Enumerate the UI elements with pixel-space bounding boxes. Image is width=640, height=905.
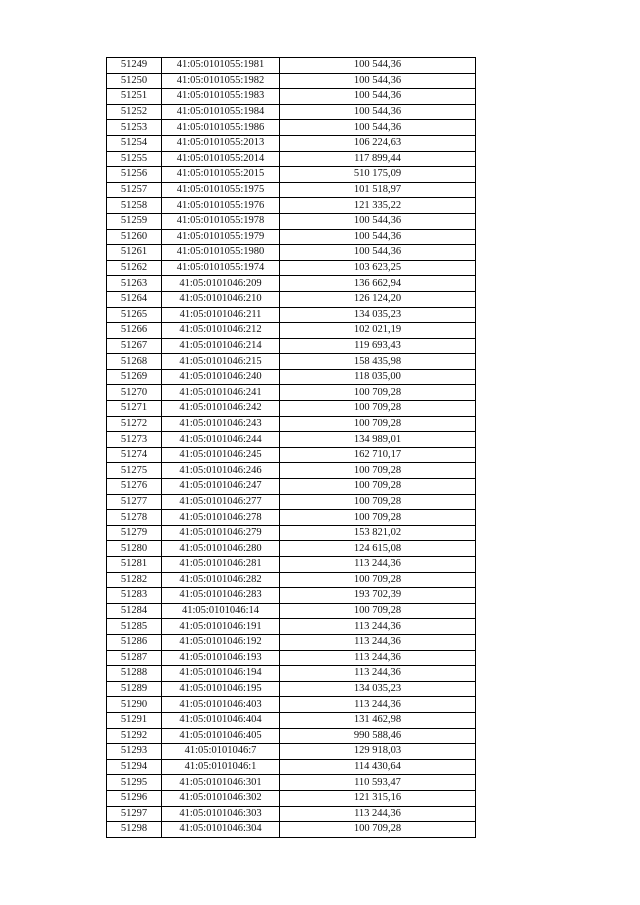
cadastral-value-cell: 100 709,28 — [280, 603, 476, 619]
table-row — [107, 260, 476, 276]
table-row — [107, 588, 476, 604]
cadastral-value-cell: 110 593,47 — [280, 775, 476, 791]
cadastral-number-cell: 41:05:0101046:191 — [162, 619, 280, 635]
row-number-cell: 51266 — [107, 323, 162, 339]
cadastral-value-cell: 100 544,36 — [280, 58, 476, 74]
cadastral-number-cell: 41:05:0101046:14 — [162, 603, 280, 619]
cadastral-value-cell: 113 244,36 — [280, 619, 476, 635]
cadastral-number-cell: 41:05:0101055:1981 — [162, 58, 280, 74]
table-row — [107, 73, 476, 89]
table-row — [107, 198, 476, 214]
table-row — [107, 229, 476, 245]
row-number-cell: 51249 — [107, 58, 162, 74]
cadastral-value-cell: 119 693,43 — [280, 338, 476, 354]
cadastral-number-cell: 41:05:0101046:304 — [162, 822, 280, 838]
row-number-cell: 51255 — [107, 151, 162, 167]
table-row — [107, 104, 476, 120]
table-row — [107, 182, 476, 198]
row-number-cell: 51270 — [107, 385, 162, 401]
cadastral-value-cell: 100 709,28 — [280, 510, 476, 526]
row-number-cell: 51280 — [107, 541, 162, 557]
row-number-cell: 51287 — [107, 650, 162, 666]
table-row — [107, 728, 476, 744]
cadastral-value-cell: 117 899,44 — [280, 151, 476, 167]
cadastral-number-cell: 41:05:0101046:195 — [162, 681, 280, 697]
table-row — [107, 323, 476, 339]
cadastral-number-cell: 41:05:0101046:214 — [162, 338, 280, 354]
cadastral-value-cell: 134 989,01 — [280, 432, 476, 448]
row-number-cell: 51265 — [107, 307, 162, 323]
table-row — [107, 213, 476, 229]
row-number-cell: 51256 — [107, 167, 162, 183]
table-row — [107, 479, 476, 495]
row-number-cell: 51254 — [107, 135, 162, 151]
cadastral-number-cell: 41:05:0101046:244 — [162, 432, 280, 448]
table-row — [107, 447, 476, 463]
cadastral-number-cell: 41:05:0101046:209 — [162, 276, 280, 292]
cadastral-value-cell: 113 244,36 — [280, 666, 476, 682]
row-number-cell: 51252 — [107, 104, 162, 120]
row-number-cell: 51259 — [107, 213, 162, 229]
table-row — [107, 634, 476, 650]
cadastral-number-cell: 41:05:0101055:1984 — [162, 104, 280, 120]
cadastral-value-cell: 113 244,36 — [280, 650, 476, 666]
row-number-cell: 51251 — [107, 89, 162, 105]
cadastral-value-cell: 990 588,46 — [280, 728, 476, 744]
cadastral-number-cell: 41:05:0101046:194 — [162, 666, 280, 682]
row-number-cell: 51267 — [107, 338, 162, 354]
cadastral-number-cell: 41:05:0101046:243 — [162, 416, 280, 432]
row-number-cell: 51262 — [107, 260, 162, 276]
cadastral-value-cell: 102 021,19 — [280, 323, 476, 339]
row-number-cell: 51274 — [107, 447, 162, 463]
cadastral-value-cell: 100 709,28 — [280, 416, 476, 432]
cadastral-value-cell: 129 918,03 — [280, 744, 476, 760]
cadastral-value-cell: 100 709,28 — [280, 385, 476, 401]
row-number-cell: 51289 — [107, 681, 162, 697]
row-number-cell: 51268 — [107, 354, 162, 370]
table-row — [107, 744, 476, 760]
table-row — [107, 775, 476, 791]
cadastral-value-cell: 193 702,39 — [280, 588, 476, 604]
row-number-cell: 51258 — [107, 198, 162, 214]
cadastral-value-cell: 100 544,36 — [280, 73, 476, 89]
table-row — [107, 307, 476, 323]
cadastral-number-cell: 41:05:0101046:247 — [162, 479, 280, 495]
cadastral-value-cell: 103 623,25 — [280, 260, 476, 276]
cadastral-number-cell: 41:05:0101046:277 — [162, 494, 280, 510]
row-number-cell: 51257 — [107, 182, 162, 198]
table-row — [107, 291, 476, 307]
cadastral-number-cell: 41:05:0101046:210 — [162, 291, 280, 307]
cadastral-number-cell: 41:05:0101046:193 — [162, 650, 280, 666]
table-row — [107, 338, 476, 354]
cadastral-number-cell: 41:05:0101046:279 — [162, 525, 280, 541]
cadastral-value-cell: 100 709,28 — [280, 401, 476, 417]
cadastral-number-cell: 41:05:0101046:403 — [162, 697, 280, 713]
row-number-cell: 51290 — [107, 697, 162, 713]
cadastral-value-cell: 162 710,17 — [280, 447, 476, 463]
cadastral-number-cell: 41:05:0101055:1982 — [162, 73, 280, 89]
cadastral-number-cell: 41:05:0101055:1975 — [162, 182, 280, 198]
row-number-cell: 51250 — [107, 73, 162, 89]
cadastral-number-cell: 41:05:0101046:192 — [162, 634, 280, 650]
cadastral-number-cell: 41:05:0101046:301 — [162, 775, 280, 791]
table-row — [107, 619, 476, 635]
row-number-cell: 51284 — [107, 603, 162, 619]
row-number-cell: 51285 — [107, 619, 162, 635]
row-number-cell: 51277 — [107, 494, 162, 510]
row-number-cell: 51271 — [107, 401, 162, 417]
cadastral-number-cell: 41:05:0101046:242 — [162, 401, 280, 417]
cadastral-number-cell: 41:05:0101046:283 — [162, 588, 280, 604]
row-number-cell: 51253 — [107, 120, 162, 136]
cadastral-number-cell: 41:05:0101055:2013 — [162, 135, 280, 151]
cadastral-value-cell: 101 518,97 — [280, 182, 476, 198]
cadastral-number-cell: 41:05:0101055:1979 — [162, 229, 280, 245]
cadastral-number-cell: 41:05:0101055:1978 — [162, 213, 280, 229]
cadastral-value-cell: 100 709,28 — [280, 479, 476, 495]
row-number-cell: 51293 — [107, 744, 162, 760]
cadastral-value-cell: 113 244,36 — [280, 697, 476, 713]
cadastral-number-cell: 41:05:0101046:302 — [162, 790, 280, 806]
cadastral-number-cell: 41:05:0101055:1983 — [162, 89, 280, 105]
row-number-cell: 51273 — [107, 432, 162, 448]
table-row — [107, 650, 476, 666]
table-row — [107, 401, 476, 417]
row-number-cell: 51297 — [107, 806, 162, 822]
row-number-cell: 51260 — [107, 229, 162, 245]
table-row — [107, 135, 476, 151]
cadastral-value-cell: 113 244,36 — [280, 557, 476, 573]
row-number-cell: 51269 — [107, 369, 162, 385]
table-row — [107, 759, 476, 775]
cadastral-number-cell: 41:05:0101055:1986 — [162, 120, 280, 136]
cadastral-number-cell: 41:05:0101055:1980 — [162, 245, 280, 261]
row-number-cell: 51283 — [107, 588, 162, 604]
cadastral-value-cell: 100 544,36 — [280, 229, 476, 245]
table-row — [107, 463, 476, 479]
row-number-cell: 51282 — [107, 572, 162, 588]
table-row — [107, 432, 476, 448]
row-number-cell: 51263 — [107, 276, 162, 292]
row-number-cell: 51286 — [107, 634, 162, 650]
cadastral-value-table — [106, 57, 476, 838]
cadastral-value-cell: 106 224,63 — [280, 135, 476, 151]
row-number-cell: 51272 — [107, 416, 162, 432]
cadastral-number-cell: 41:05:0101055:2015 — [162, 167, 280, 183]
cadastral-value-cell: 131 462,98 — [280, 712, 476, 728]
cadastral-value-cell: 100 709,28 — [280, 494, 476, 510]
row-number-cell: 51292 — [107, 728, 162, 744]
cadastral-value-cell: 118 035,00 — [280, 369, 476, 385]
cadastral-value-cell: 100 709,28 — [280, 572, 476, 588]
row-number-cell: 51296 — [107, 790, 162, 806]
cadastral-value-cell: 124 615,08 — [280, 541, 476, 557]
table-row — [107, 822, 476, 838]
row-number-cell: 51261 — [107, 245, 162, 261]
cadastral-number-cell: 41:05:0101046:280 — [162, 541, 280, 557]
table-row — [107, 806, 476, 822]
cadastral-number-cell: 41:05:0101046:278 — [162, 510, 280, 526]
cadastral-value-cell: 100 544,36 — [280, 213, 476, 229]
cadastral-value-cell: 100 544,36 — [280, 120, 476, 136]
row-number-cell: 51295 — [107, 775, 162, 791]
table-row — [107, 354, 476, 370]
row-number-cell: 51276 — [107, 479, 162, 495]
cadastral-value-cell: 100 544,36 — [280, 104, 476, 120]
cadastral-value-cell: 510 175,09 — [280, 167, 476, 183]
cadastral-value-cell: 114 430,64 — [280, 759, 476, 775]
table-row — [107, 541, 476, 557]
table-row — [107, 510, 476, 526]
cadastral-number-cell: 41:05:0101046:241 — [162, 385, 280, 401]
row-number-cell: 51275 — [107, 463, 162, 479]
table-row — [107, 89, 476, 105]
cadastral-value-cell: 100 709,28 — [280, 822, 476, 838]
cadastral-number-cell: 41:05:0101055:1974 — [162, 260, 280, 276]
row-number-cell: 51291 — [107, 712, 162, 728]
table-row — [107, 494, 476, 510]
cadastral-value-cell: 158 435,98 — [280, 354, 476, 370]
table-row — [107, 790, 476, 806]
cadastral-value-cell: 134 035,23 — [280, 681, 476, 697]
cadastral-number-cell: 41:05:0101046:404 — [162, 712, 280, 728]
cadastral-value-cell: 136 662,94 — [280, 276, 476, 292]
cadastral-number-cell: 41:05:0101046:7 — [162, 744, 280, 760]
table-row — [107, 712, 476, 728]
row-number-cell: 51281 — [107, 557, 162, 573]
row-number-cell: 51278 — [107, 510, 162, 526]
table-row — [107, 151, 476, 167]
cadastral-value-cell: 121 335,22 — [280, 198, 476, 214]
table-row — [107, 120, 476, 136]
cadastral-number-cell: 41:05:0101046:282 — [162, 572, 280, 588]
table-row — [107, 369, 476, 385]
table-row — [107, 416, 476, 432]
cadastral-number-cell: 41:05:0101046:1 — [162, 759, 280, 775]
row-number-cell: 51264 — [107, 291, 162, 307]
table-row — [107, 58, 476, 74]
cadastral-number-cell: 41:05:0101046:215 — [162, 354, 280, 370]
cadastral-value-cell: 113 244,36 — [280, 806, 476, 822]
cadastral-number-cell: 41:05:0101046:240 — [162, 369, 280, 385]
cadastral-number-cell: 41:05:0101046:281 — [162, 557, 280, 573]
table-body — [107, 58, 476, 838]
cadastral-number-cell: 41:05:0101055:2014 — [162, 151, 280, 167]
cadastral-value-cell: 153 821,02 — [280, 525, 476, 541]
table-row — [107, 167, 476, 183]
cadastral-value-cell: 134 035,23 — [280, 307, 476, 323]
document-page — [106, 57, 476, 838]
cadastral-number-cell: 41:05:0101055:1976 — [162, 198, 280, 214]
cadastral-value-cell: 121 315,16 — [280, 790, 476, 806]
cadastral-value-cell: 113 244,36 — [280, 634, 476, 650]
cadastral-number-cell: 41:05:0101046:246 — [162, 463, 280, 479]
cadastral-number-cell: 41:05:0101046:303 — [162, 806, 280, 822]
row-number-cell: 51294 — [107, 759, 162, 775]
cadastral-number-cell: 41:05:0101046:405 — [162, 728, 280, 744]
row-number-cell: 51288 — [107, 666, 162, 682]
cadastral-value-cell: 100 544,36 — [280, 245, 476, 261]
cadastral-number-cell: 41:05:0101046:212 — [162, 323, 280, 339]
table-row — [107, 603, 476, 619]
cadastral-number-cell: 41:05:0101046:211 — [162, 307, 280, 323]
table-row — [107, 385, 476, 401]
table-row — [107, 666, 476, 682]
table-row — [107, 681, 476, 697]
cadastral-value-cell: 126 124,20 — [280, 291, 476, 307]
table-row — [107, 557, 476, 573]
cadastral-value-cell: 100 709,28 — [280, 463, 476, 479]
cadastral-number-cell: 41:05:0101046:245 — [162, 447, 280, 463]
row-number-cell: 51298 — [107, 822, 162, 838]
cadastral-value-cell: 100 544,36 — [280, 89, 476, 105]
row-number-cell: 51279 — [107, 525, 162, 541]
table-row — [107, 525, 476, 541]
table-row — [107, 245, 476, 261]
table-row — [107, 276, 476, 292]
table-row — [107, 572, 476, 588]
table-row — [107, 697, 476, 713]
